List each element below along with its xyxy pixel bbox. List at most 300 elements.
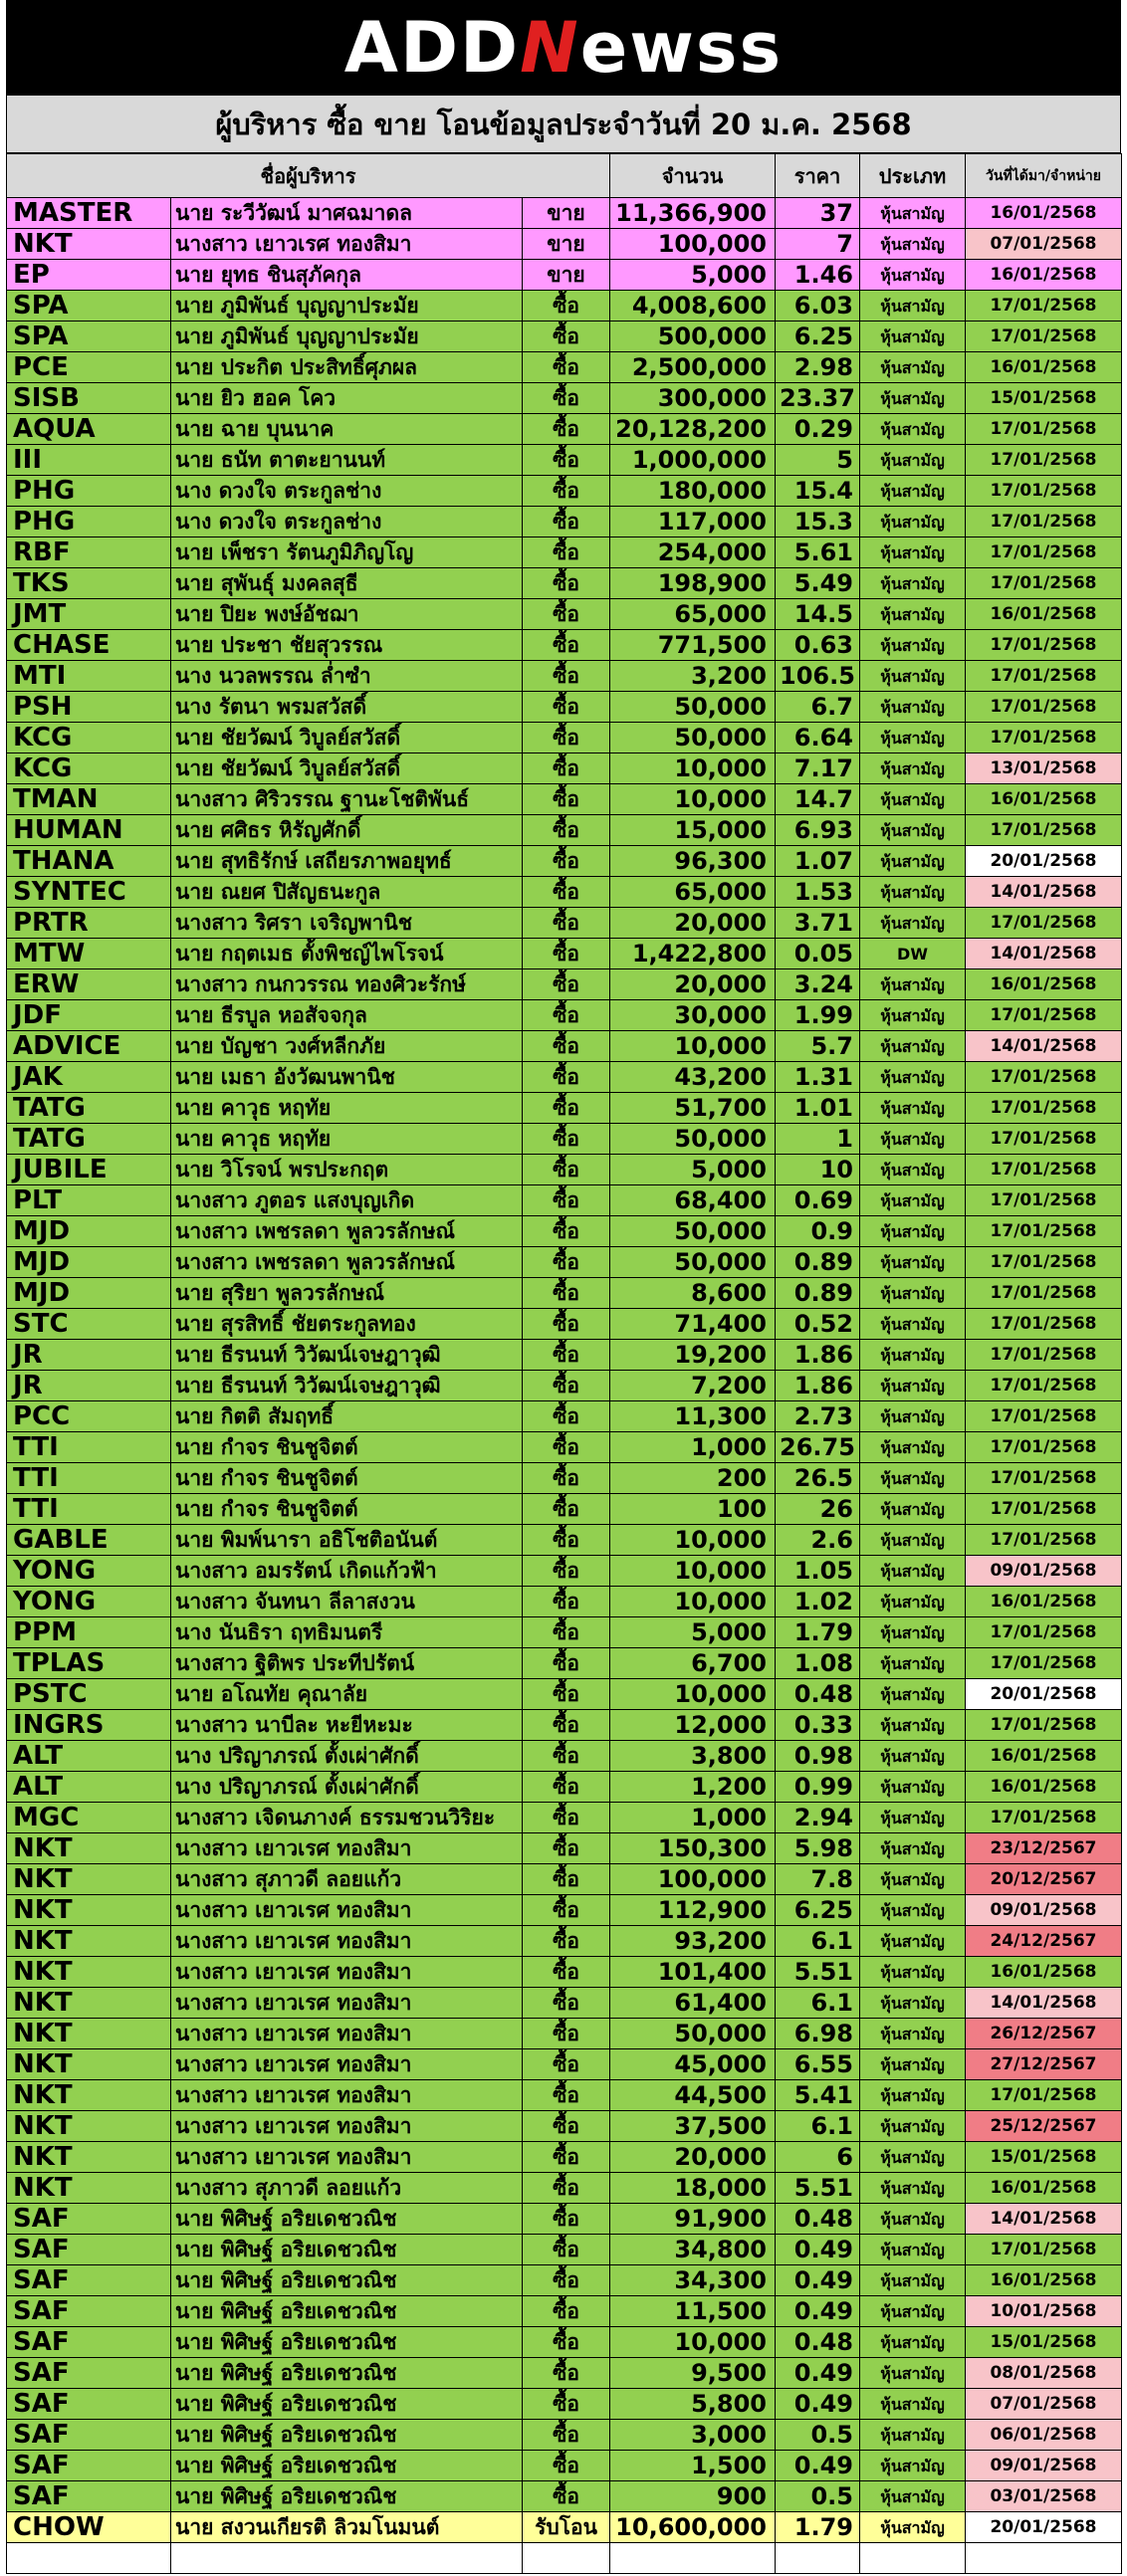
executive-name-cell: นาย สุทธิรักษ์ เสถียรภาพอยุทธ์ (171, 846, 523, 877)
table-row (7, 1216, 1122, 1247)
trade-date-cell: 17/01/2568 (966, 291, 1122, 322)
executive-name-cell: นางสาว อมรรัตน์ เกิดแก้วฟ้า (171, 1556, 523, 1587)
security-type-cell: หุ้นสามัญ (860, 1278, 966, 1309)
table-row (7, 445, 1122, 476)
volume-cell: 43,200 (610, 1062, 776, 1093)
col-header-name: ชื่อผู้บริหาร (7, 154, 610, 198)
volume-cell: 6,700 (610, 1648, 776, 1679)
empty-cell (776, 2543, 860, 2574)
executive-name-cell: นาย กำจร ชินชูจิตต์ (171, 1494, 523, 1525)
symbol-cell: INGRS (7, 1710, 171, 1741)
action-cell: ซื้อ (523, 969, 610, 1000)
executive-name-cell: นาย ชัยวัฒน์ วิบูลย์สวัสดิ์ (171, 753, 523, 784)
security-type-cell: หุ้นสามัญ (860, 2142, 966, 2173)
action-cell: ซื้อ (523, 1741, 610, 1772)
table-row (7, 2420, 1122, 2451)
price-cell: 2.94 (776, 1803, 860, 1833)
volume-cell: 45,000 (610, 2049, 776, 2080)
volume-cell: 9,500 (610, 2358, 776, 2389)
volume-cell: 900 (610, 2481, 776, 2512)
action-cell: ซื้อ (523, 1926, 610, 1957)
price-cell: 1.02 (776, 1587, 860, 1617)
security-type-cell: หุ้นสามัญ (860, 846, 966, 877)
action-cell: ซื้อ (523, 784, 610, 815)
table-row (7, 1587, 1122, 1617)
price-cell: 5 (776, 445, 860, 476)
volume-cell: 51,700 (610, 1093, 776, 1124)
volume-cell: 3,200 (610, 661, 776, 692)
security-type-cell: หุ้นสามัญ (860, 1371, 966, 1401)
price-cell: 0.49 (776, 2389, 860, 2420)
symbol-cell: JR (7, 1340, 171, 1371)
symbol-cell: TTI (7, 1494, 171, 1525)
table-row (7, 2451, 1122, 2481)
trade-date-cell: 10/01/2568 (966, 2296, 1122, 2327)
symbol-cell: RBF (7, 537, 171, 568)
security-type-cell: หุ้นสามัญ (860, 2235, 966, 2265)
price-cell: 1.08 (776, 1648, 860, 1679)
symbol-cell: NKT (7, 1864, 171, 1895)
symbol-cell: NKT (7, 1895, 171, 1926)
price-cell: 0.89 (776, 1278, 860, 1309)
action-cell: ซื้อ (523, 1247, 610, 1278)
table-row (7, 661, 1122, 692)
trade-date-cell: 13/01/2568 (966, 753, 1122, 784)
symbol-cell: SAF (7, 2389, 171, 2420)
price-cell: 1.86 (776, 1340, 860, 1371)
price-cell: 26.75 (776, 1432, 860, 1463)
price-cell: 0.48 (776, 1679, 860, 1710)
trade-date-cell: 20/01/2568 (966, 2512, 1122, 2543)
trade-date-cell: 14/01/2568 (966, 1031, 1122, 1062)
security-type-cell: หุ้นสามัญ (860, 1401, 966, 1432)
col-header-date: วันที่ได้มา/จำหน่าย (966, 154, 1122, 198)
action-cell: ซื้อ (523, 1124, 610, 1155)
price-cell: 7 (776, 229, 860, 260)
trade-date-cell: 09/01/2568 (966, 1895, 1122, 1926)
table-row (7, 1741, 1122, 1772)
security-type-cell: หุ้นสามัญ (860, 1155, 966, 1185)
symbol-cell: NKT (7, 1957, 171, 1988)
trade-date-cell: 17/01/2568 (966, 1617, 1122, 1648)
symbol-cell: NKT (7, 1988, 171, 2019)
price-cell: 6.1 (776, 1926, 860, 1957)
price-cell: 0.69 (776, 1185, 860, 1216)
security-type-cell: หุ้นสามัญ (860, 599, 966, 630)
trade-date-cell: 15/01/2568 (966, 2142, 1122, 2173)
symbol-cell: ADVICE (7, 1031, 171, 1062)
executive-name-cell: นาย คาวุธ หฤทัย (171, 1093, 523, 1124)
price-cell: 0.5 (776, 2420, 860, 2451)
price-cell: 2.6 (776, 1525, 860, 1556)
executive-name-cell: นาย ธีรบูล หอสัจจกุล (171, 1000, 523, 1031)
table-row (7, 1340, 1122, 1371)
symbol-cell: NKT (7, 1926, 171, 1957)
executive-name-cell: นาย เพ็ชรา รัตนภูมิภิญโญ (171, 537, 523, 568)
table-row (7, 2235, 1122, 2265)
price-cell: 6.25 (776, 1895, 860, 1926)
volume-cell: 71,400 (610, 1309, 776, 1340)
price-cell: 15.4 (776, 476, 860, 507)
table-row (7, 2173, 1122, 2204)
executive-name-cell: นาย กำจร ชินชูจิตต์ (171, 1463, 523, 1494)
security-type-cell: หุ้นสามัญ (860, 2265, 966, 2296)
trade-date-cell: 08/01/2568 (966, 2358, 1122, 2389)
table-row (7, 1309, 1122, 1340)
executive-name-cell: นาย ภูมิพันธ์ บุญญาประมัย (171, 291, 523, 322)
table-row (7, 568, 1122, 599)
logo-banner (6, 0, 1121, 96)
action-cell: ซื้อ (523, 2481, 610, 2512)
executive-name-cell: นาย พิศิษฐ์ อริยเดชวณิช (171, 2358, 523, 2389)
action-cell: ซื้อ (523, 1371, 610, 1401)
security-type-cell: หุ้นสามัญ (860, 661, 966, 692)
security-type-cell: หุ้นสามัญ (860, 1926, 966, 1957)
security-type-cell: หุ้นสามัญ (860, 1957, 966, 1988)
empty-cell (523, 2543, 610, 2574)
executive-name-cell: นางสาว เยาวเรศ ทองสิมา (171, 1833, 523, 1864)
symbol-cell: EP (7, 260, 171, 291)
table-row (7, 2019, 1122, 2049)
trade-date-cell: 17/01/2568 (966, 692, 1122, 723)
security-type-cell: หุ้นสามัญ (860, 877, 966, 908)
security-type-cell: หุ้นสามัญ (860, 2019, 966, 2049)
symbol-cell: TTI (7, 1432, 171, 1463)
security-type-cell: หุ้นสามัญ (860, 1587, 966, 1617)
trade-date-cell: 09/01/2568 (966, 2451, 1122, 2481)
symbol-cell: JMT (7, 599, 171, 630)
trade-date-cell: 06/01/2568 (966, 2420, 1122, 2451)
executive-name-cell: นาย พิศิษฐ์ อริยเดชวณิช (171, 2265, 523, 2296)
table-row (7, 1185, 1122, 1216)
action-cell: ซื้อ (523, 568, 610, 599)
action-cell: ซื้อ (523, 1494, 610, 1525)
trade-date-cell: 17/01/2568 (966, 1247, 1122, 1278)
security-type-cell: หุ้นสามัญ (860, 630, 966, 661)
action-cell: ซื้อ (523, 2358, 610, 2389)
volume-cell: 37,500 (610, 2111, 776, 2142)
table-row (7, 1432, 1122, 1463)
executive-name-cell: นาย พิศิษฐ์ อริยเดชวณิช (171, 2451, 523, 2481)
trade-date-cell: 16/01/2568 (966, 1957, 1122, 1988)
price-cell: 0.48 (776, 2204, 860, 2235)
table-row (7, 322, 1122, 352)
symbol-cell: PSH (7, 692, 171, 723)
security-type-cell: หุ้นสามัญ (860, 2512, 966, 2543)
table-row (7, 1093, 1122, 1124)
security-type-cell: หุ้นสามัญ (860, 1031, 966, 1062)
security-type-cell: DW (860, 939, 966, 969)
table-row (7, 1988, 1122, 2019)
volume-cell: 10,000 (610, 1587, 776, 1617)
symbol-cell: SAF (7, 2265, 171, 2296)
symbol-cell: PPM (7, 1617, 171, 1648)
action-cell: ซื้อ (523, 2080, 610, 2111)
trade-date-cell: 17/01/2568 (966, 1062, 1122, 1093)
trade-date-cell: 17/01/2568 (966, 630, 1122, 661)
table-row (7, 2204, 1122, 2235)
symbol-cell: KCG (7, 723, 171, 753)
price-cell: 0.89 (776, 1247, 860, 1278)
executive-name-cell: นางสาว เยาวเรศ ทองสิมา (171, 1957, 523, 1988)
price-cell: 6 (776, 2142, 860, 2173)
trade-date-cell: 20/12/2567 (966, 1864, 1122, 1895)
price-cell: 1.53 (776, 877, 860, 908)
security-type-cell: หุ้นสามัญ (860, 784, 966, 815)
price-cell: 0.98 (776, 1741, 860, 1772)
symbol-cell: SAF (7, 2358, 171, 2389)
executive-name-cell: นางสาว เยาวเรศ ทองสิมา (171, 2080, 523, 2111)
symbol-cell: SAF (7, 2327, 171, 2358)
executive-name-cell: นาย ปิยะ พงษ์อัชฌา (171, 599, 523, 630)
table-row (7, 2049, 1122, 2080)
volume-cell: 96,300 (610, 846, 776, 877)
action-cell: ซื้อ (523, 815, 610, 846)
table-row (7, 1648, 1122, 1679)
symbol-cell: NKT (7, 2019, 171, 2049)
volume-cell: 10,000 (610, 784, 776, 815)
logo-text-n: N (520, 7, 580, 89)
security-type-cell: หุ้นสามัญ (860, 1463, 966, 1494)
price-cell: 6.55 (776, 2049, 860, 2080)
volume-cell: 5,800 (610, 2389, 776, 2420)
price-cell: 0.52 (776, 1309, 860, 1340)
action-cell: ซื้อ (523, 1648, 610, 1679)
table-row (7, 1772, 1122, 1803)
table-row (7, 1124, 1122, 1155)
action-cell: ซื้อ (523, 2420, 610, 2451)
security-type-cell: หุ้นสามัญ (860, 2327, 966, 2358)
security-type-cell: หุ้นสามัญ (860, 1679, 966, 1710)
symbol-cell: PHG (7, 507, 171, 537)
price-cell: 1.86 (776, 1371, 860, 1401)
symbol-cell: JDF (7, 1000, 171, 1031)
table-row (7, 723, 1122, 753)
insider-trades-table (6, 153, 1122, 2574)
volume-cell: 61,400 (610, 1988, 776, 2019)
action-cell: ซื้อ (523, 2049, 610, 2080)
volume-cell: 10,000 (610, 2327, 776, 2358)
action-cell: ซื้อ (523, 2296, 610, 2327)
trade-date-cell: 17/01/2568 (966, 1525, 1122, 1556)
executive-name-cell: นาย พิศิษฐ์ อริยเดชวณิช (171, 2389, 523, 2420)
symbol-cell: PHG (7, 476, 171, 507)
price-cell: 0.29 (776, 414, 860, 445)
executive-name-cell: นางสาว สุภาวดี ลอยแก้ว (171, 1864, 523, 1895)
symbol-cell: NKT (7, 2173, 171, 2204)
volume-cell: 34,800 (610, 2235, 776, 2265)
addnewss-logo (343, 7, 784, 89)
security-type-cell: หุ้นสามัญ (860, 322, 966, 352)
table-row (7, 2142, 1122, 2173)
symbol-cell: THANA (7, 846, 171, 877)
table-row (7, 1556, 1122, 1587)
executive-name-cell: นางสาว เยาวเรศ ทองสิมา (171, 2019, 523, 2049)
symbol-cell: NKT (7, 1833, 171, 1864)
action-cell: ซื้อ (523, 2019, 610, 2049)
trade-date-cell: 16/01/2568 (966, 1741, 1122, 1772)
trade-date-cell: 17/01/2568 (966, 2235, 1122, 2265)
trade-date-cell: 17/01/2568 (966, 2080, 1122, 2111)
action-cell: ซื้อ (523, 537, 610, 568)
volume-cell: 1,422,800 (610, 939, 776, 969)
volume-cell: 198,900 (610, 568, 776, 599)
price-cell: 3.24 (776, 969, 860, 1000)
table-row (7, 291, 1122, 322)
price-cell: 0.99 (776, 1772, 860, 1803)
executive-name-cell: นาง ปริญาภรณ์ ตั้งเผ่าศักดิ์ (171, 1772, 523, 1803)
price-cell: 1.01 (776, 1093, 860, 1124)
trade-date-cell: 17/01/2568 (966, 815, 1122, 846)
executive-name-cell: นางสาว เยาวเรศ ทองสิมา (171, 2049, 523, 2080)
table-row (7, 2111, 1122, 2142)
table-row (7, 1617, 1122, 1648)
symbol-cell: JUBILE (7, 1155, 171, 1185)
security-type-cell: หุ้นสามัญ (860, 908, 966, 939)
security-type-cell: หุ้นสามัญ (860, 445, 966, 476)
price-cell: 0.05 (776, 939, 860, 969)
volume-cell: 200 (610, 1463, 776, 1494)
logo-text-add: ADD (343, 7, 521, 89)
volume-cell: 5,000 (610, 260, 776, 291)
action-cell: ซื้อ (523, 2235, 610, 2265)
executive-name-cell: นางสาว นาบีละ หะยีหะมะ (171, 1710, 523, 1741)
action-cell: ซื้อ (523, 1957, 610, 1988)
action-cell: ซื้อ (523, 1340, 610, 1371)
report-title-bar (6, 96, 1121, 153)
table-row (7, 815, 1122, 846)
security-type-cell: หุ้นสามัญ (860, 2451, 966, 2481)
trade-date-cell: 17/01/2568 (966, 1710, 1122, 1741)
price-cell: 1.79 (776, 2512, 860, 2543)
price-cell: 0.5 (776, 2481, 860, 2512)
security-type-cell: หุ้นสามัญ (860, 383, 966, 414)
symbol-cell: YONG (7, 1587, 171, 1617)
action-cell: ซื้อ (523, 1031, 610, 1062)
symbol-cell: SPA (7, 322, 171, 352)
action-cell: ซื้อ (523, 1155, 610, 1185)
price-cell: 1.99 (776, 1000, 860, 1031)
symbol-cell: SYNTEC (7, 877, 171, 908)
action-cell: ซื้อ (523, 1556, 610, 1587)
executive-name-cell: นางสาว เยาวเรศ ทองสิมา (171, 2142, 523, 2173)
trade-date-cell: 17/01/2568 (966, 908, 1122, 939)
table-row (7, 753, 1122, 784)
action-cell: ซื้อ (523, 2173, 610, 2204)
table-row (7, 1864, 1122, 1895)
action-cell: ซื้อ (523, 1000, 610, 1031)
volume-cell: 18,000 (610, 2173, 776, 2204)
trade-date-cell: 17/01/2568 (966, 1155, 1122, 1185)
trade-date-cell: 14/01/2568 (966, 877, 1122, 908)
symbol-cell: SISB (7, 383, 171, 414)
executive-name-cell: นาย ประกิต ประสิทธิ์ศุภผล (171, 352, 523, 383)
executive-name-cell: นาย พิศิษฐ์ อริยเดชวณิช (171, 2235, 523, 2265)
executive-name-cell: นาย เมธา อังวัฒนพานิช (171, 1062, 523, 1093)
symbol-cell: NKT (7, 2142, 171, 2173)
action-cell: ขาย (523, 260, 610, 291)
trade-date-cell: 16/01/2568 (966, 969, 1122, 1000)
security-type-cell: หุ้นสามัญ (860, 1741, 966, 1772)
action-cell: ซื้อ (523, 1895, 610, 1926)
action-cell: ซื้อ (523, 1803, 610, 1833)
action-cell: ซื้อ (523, 908, 610, 939)
table-row (7, 1401, 1122, 1432)
symbol-cell: GABLE (7, 1525, 171, 1556)
volume-cell: 50,000 (610, 692, 776, 723)
price-cell: 1.46 (776, 260, 860, 291)
volume-cell: 50,000 (610, 2019, 776, 2049)
table-row (7, 507, 1122, 537)
table-row (7, 969, 1122, 1000)
table-row (7, 1463, 1122, 1494)
symbol-cell: MASTER (7, 198, 171, 229)
trade-date-cell: 20/01/2568 (966, 846, 1122, 877)
action-cell: ซื้อ (523, 846, 610, 877)
trade-date-cell: 16/01/2568 (966, 599, 1122, 630)
symbol-cell: HUMAN (7, 815, 171, 846)
symbol-cell: TATG (7, 1124, 171, 1155)
price-cell: 0.49 (776, 2235, 860, 2265)
security-type-cell: หุ้นสามัญ (860, 2080, 966, 2111)
volume-cell: 100,000 (610, 229, 776, 260)
trade-date-cell: 17/01/2568 (966, 1371, 1122, 1401)
volume-cell: 12,000 (610, 1710, 776, 1741)
security-type-cell: หุ้นสามัญ (860, 414, 966, 445)
executive-name-cell: นางสาว เพชรลดา พูลวรลักษณ์ (171, 1216, 523, 1247)
action-cell: ขาย (523, 198, 610, 229)
volume-cell: 2,500,000 (610, 352, 776, 383)
symbol-cell: PCE (7, 352, 171, 383)
symbol-cell: SAF (7, 2296, 171, 2327)
action-cell: ซื้อ (523, 753, 610, 784)
security-type-cell: หุ้นสามัญ (860, 291, 966, 322)
action-cell: ซื้อ (523, 692, 610, 723)
table-row (7, 1679, 1122, 1710)
executive-name-cell: นาย ศศิธร หิรัญศักดิ์ (171, 815, 523, 846)
action-cell: ซื้อ (523, 383, 610, 414)
action-cell: ซื้อ (523, 1309, 610, 1340)
security-type-cell: หุ้นสามัญ (860, 1494, 966, 1525)
symbol-cell: MJD (7, 1247, 171, 1278)
table-row (7, 939, 1122, 969)
action-cell: ขาย (523, 229, 610, 260)
executive-name-cell: นาง รัตนา พรมสวัสดิ์ (171, 692, 523, 723)
table-row (7, 784, 1122, 815)
col-header-price: ราคา (776, 154, 860, 198)
executive-name-cell: นาย ยุทธ ชินสุภัคกุล (171, 260, 523, 291)
executive-name-cell: นาย สงวนเกียรติ ลิวมโนมนต์ (171, 2512, 523, 2543)
table-row (7, 352, 1122, 383)
trade-date-cell: 03/01/2568 (966, 2481, 1122, 2512)
table-row (7, 1371, 1122, 1401)
executive-name-cell: นาย พิศิษฐ์ อริยเดชวณิช (171, 2204, 523, 2235)
price-cell: 14.5 (776, 599, 860, 630)
security-type-cell: หุ้นสามัญ (860, 1432, 966, 1463)
symbol-cell: ERW (7, 969, 171, 1000)
symbol-cell: AQUA (7, 414, 171, 445)
trade-date-cell: 17/01/2568 (966, 1648, 1122, 1679)
symbol-cell: MTI (7, 661, 171, 692)
trade-date-cell: 20/01/2568 (966, 1679, 1122, 1710)
trade-date-cell: 17/01/2568 (966, 1401, 1122, 1432)
empty-cell (7, 2543, 171, 2574)
price-cell: 5.51 (776, 1957, 860, 1988)
price-cell: 6.1 (776, 1988, 860, 2019)
action-cell: ซื้อ (523, 630, 610, 661)
volume-cell: 93,200 (610, 1926, 776, 1957)
volume-cell: 112,900 (610, 1895, 776, 1926)
